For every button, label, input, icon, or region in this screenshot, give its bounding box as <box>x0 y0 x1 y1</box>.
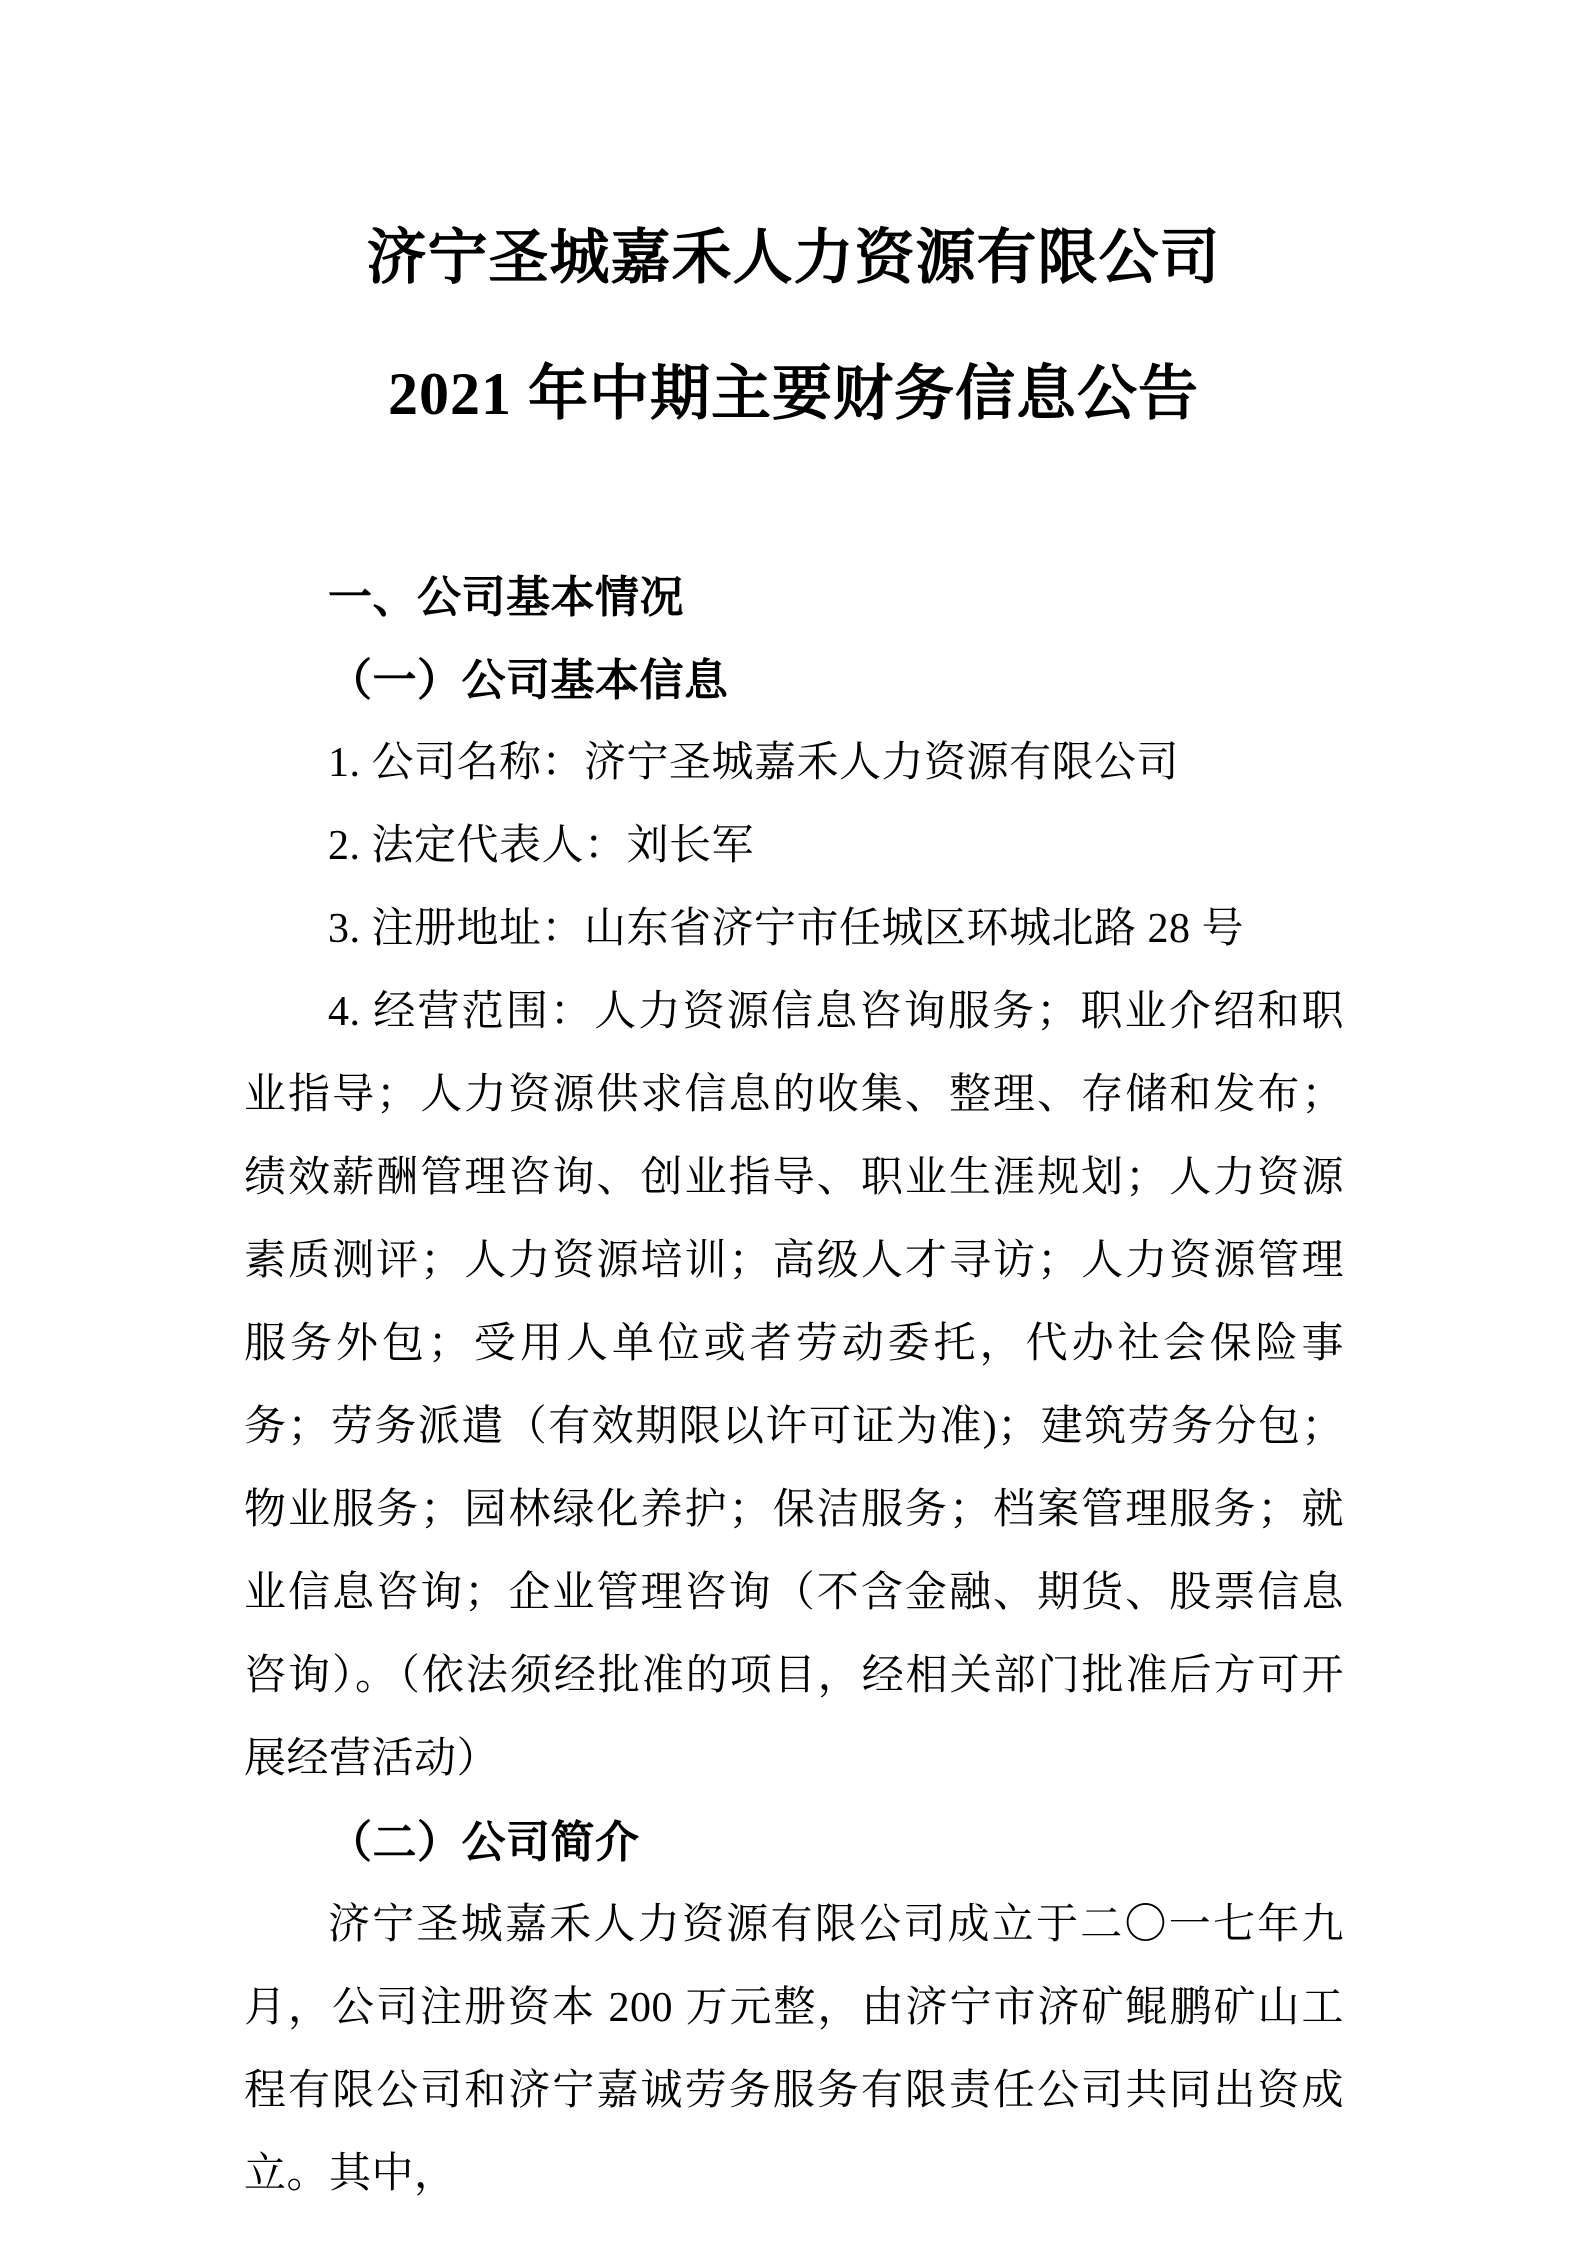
body-paragraph: 1. 公司名称：济宁圣城嘉禾人力资源有限公司 <box>328 740 1180 786</box>
section-heading: 一、公司基本情况 <box>328 573 684 622</box>
section-heading: （一）公司基本信息 <box>328 656 729 705</box>
document-title-line1: 济宁圣城嘉禾人力资源有限公司 <box>366 225 1221 291</box>
body-paragraph: 3. 注册地址：山东省济宁市任城区环城北路 28 号 <box>328 906 1245 952</box>
body-paragraph: 济宁圣城嘉禾人力资源有限公司成立于二〇一七年九月，公司注册资本 200 万元整，由济宁市济矿鲲鹏矿山工程有限公司和济宁嘉诚劳务服务有限责任公司共同出资成立。其中， <box>244 1902 1344 2197</box>
body-paragraph: 4. 经营范围：人力资源信息咨询服务；职业介绍和职业指导；人力资源供求信息的收集、整理、存储和发布；绩效薪酬管理咨询、创业指导、职业生涯规划；人力资源素质测评；人力资源培训；高级人才寻访；人力资源管理服务外包；受用人单位或者劳动委托，代办社会保险事务；劳务派遣（有效期限以许可证为准)；建筑劳务分包；物业服务；园林绿化养护；保洁服务；档案管理服务；就业信息咨询；企业管理咨询（不含金融、期货、股票信息咨询）。（依法须经批准的项目，经相关部门批准后方可开展经营活动） <box>244 989 1344 1782</box>
body-paragraph: 2. 法定代表人：刘长军 <box>328 823 755 869</box>
document-title-line2: 2021 年中期主要财务信息公告 <box>388 361 1199 427</box>
section-heading: （二）公司简介 <box>328 1818 640 1867</box>
document-body <box>244 556 1344 2216</box>
